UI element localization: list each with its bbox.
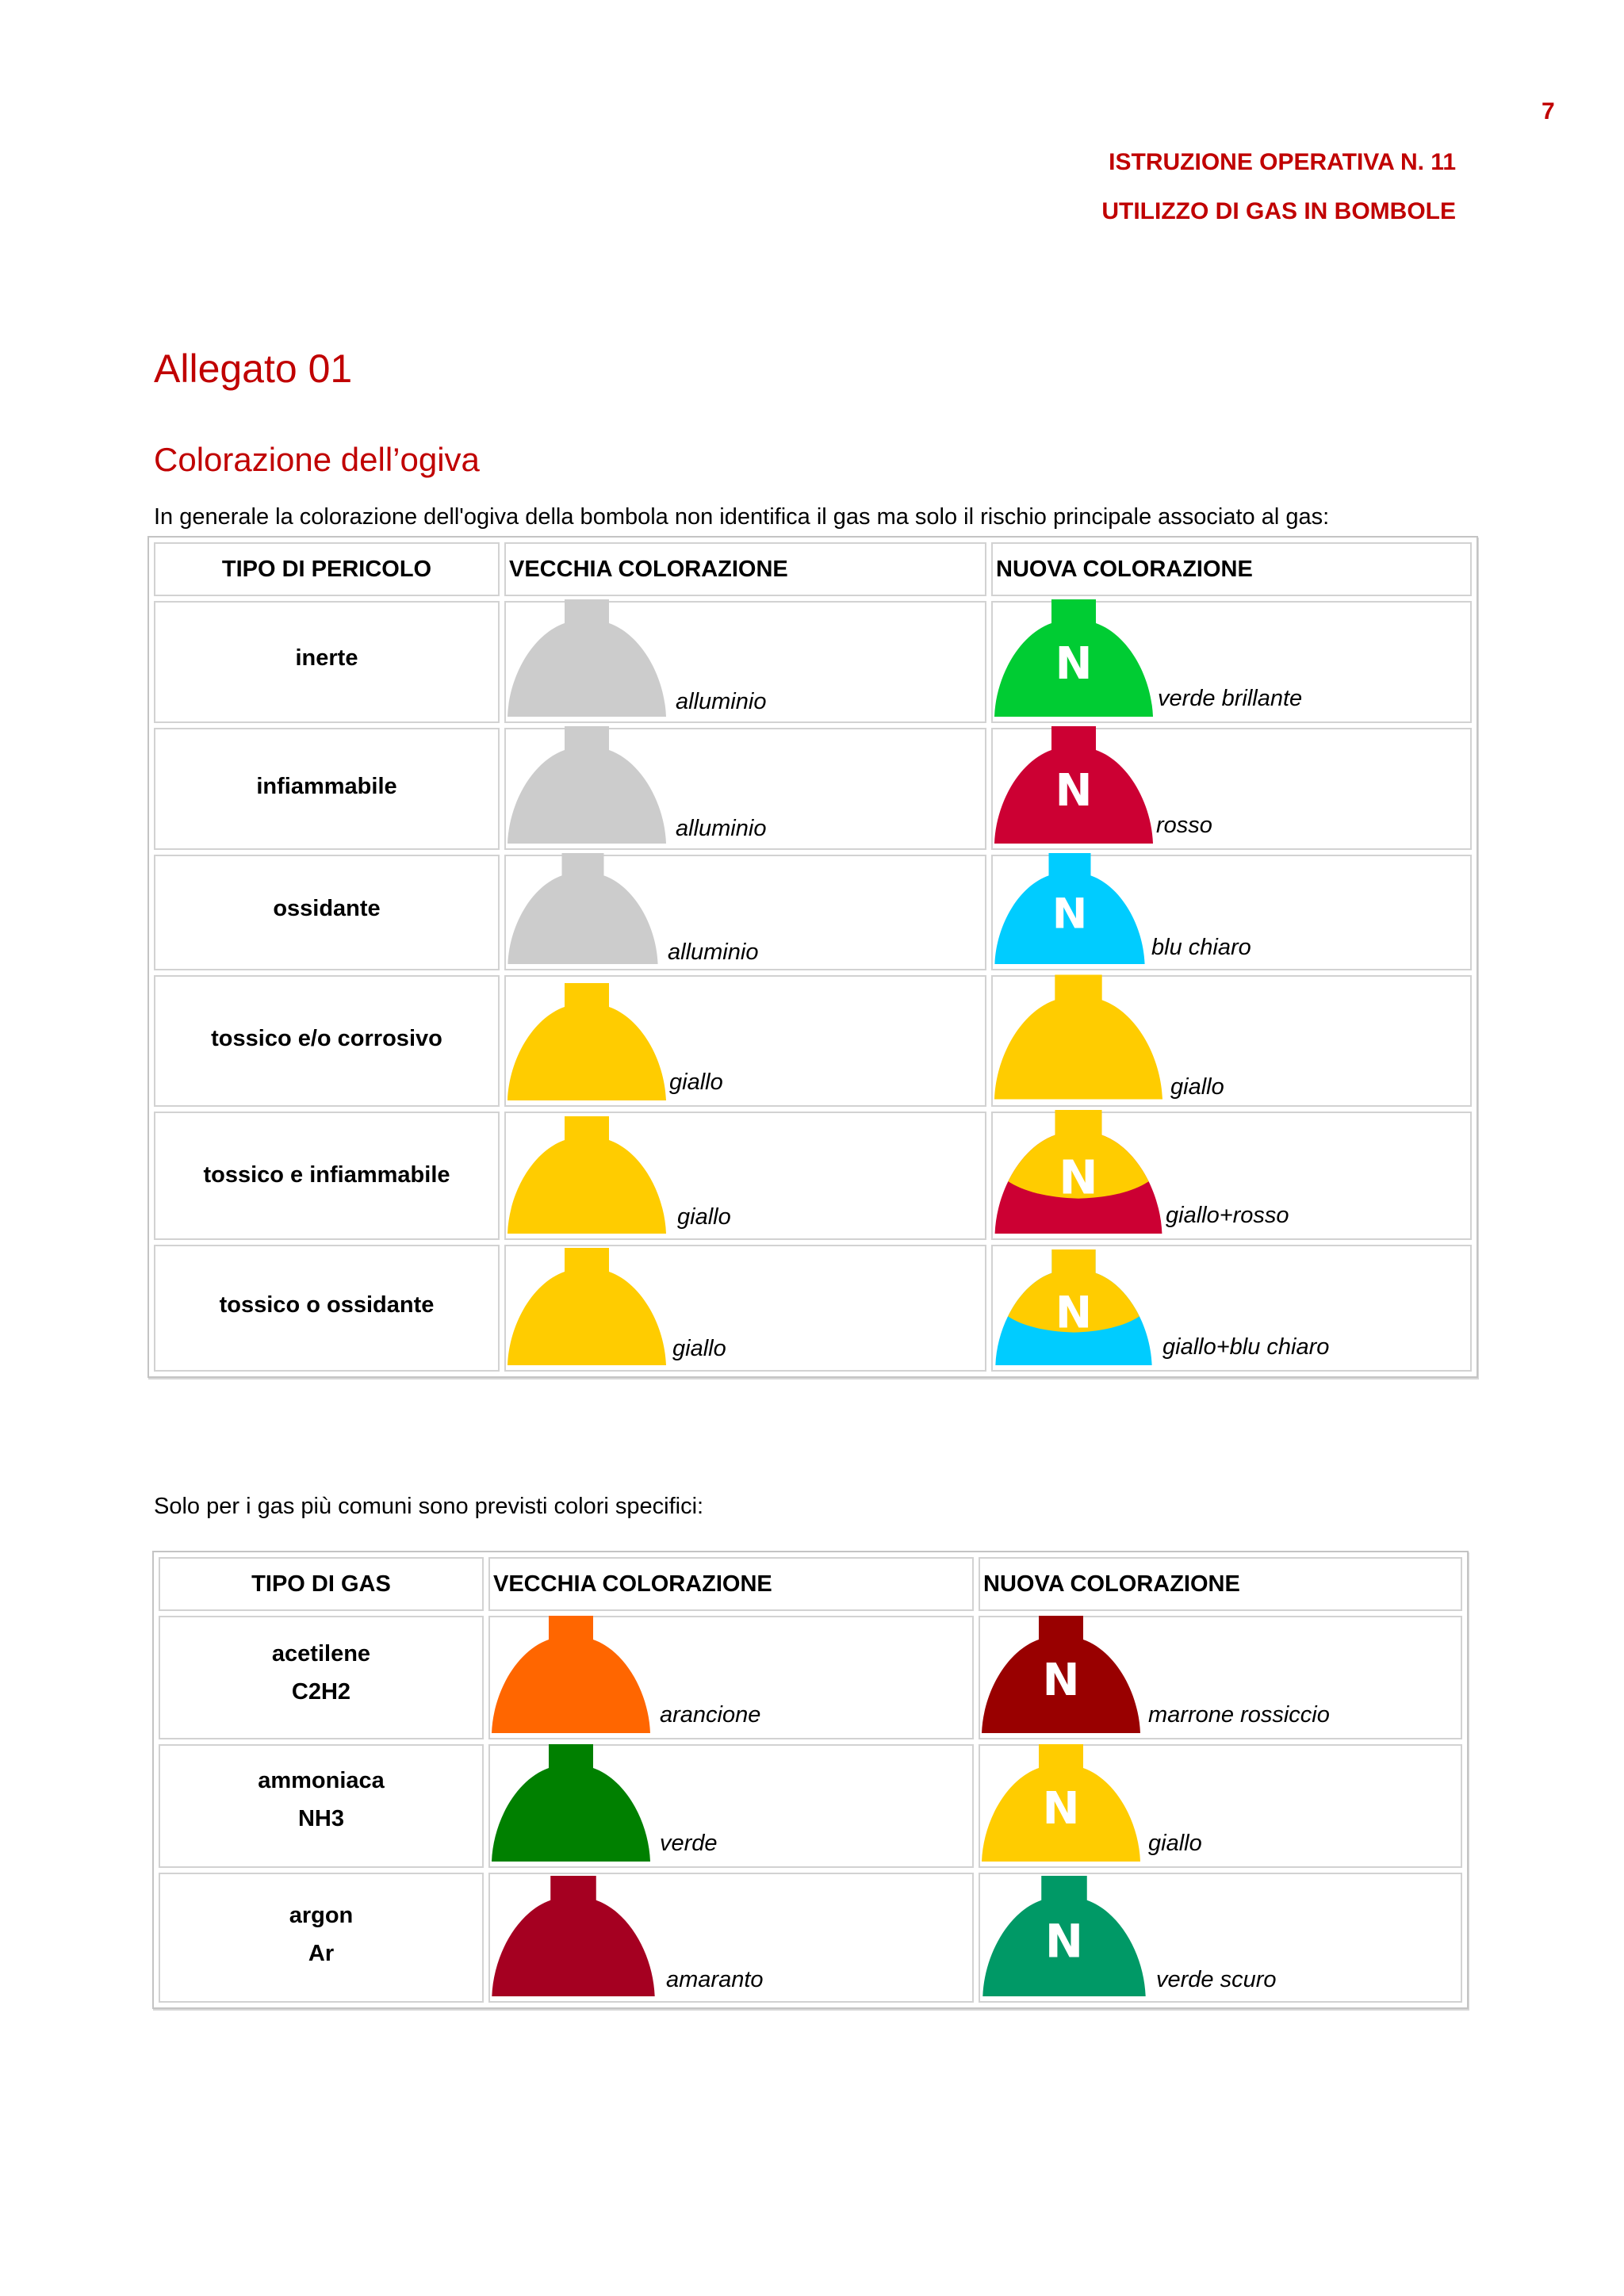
cylinder-shoulder-icon	[982, 1876, 1147, 1996]
table-row	[154, 728, 1472, 850]
cylinder-shoulder-icon	[508, 1248, 666, 1365]
new-color-label: giallo	[1170, 1074, 1224, 1100]
cylinder-letter-n: N	[1055, 765, 1093, 817]
table-row	[154, 855, 1472, 970]
header-document-title: UTILIZZO DI GAS IN BOMBOLE	[1101, 198, 1456, 224]
intro-paragraph: In generale la colorazione dell'ogiva della bombola non identifica il gas ma solo il rischio principale associato al gas:	[154, 504, 1330, 530]
old-color-label: giallo	[669, 1070, 723, 1095]
gas-type	[159, 1744, 484, 1868]
cylinder-shoulder-icon	[508, 853, 658, 964]
table-row	[154, 601, 1472, 723]
cylinder-shoulder-icon	[508, 726, 666, 844]
cylinder-shoulder-icon	[994, 853, 1145, 964]
intro2-paragraph: Solo per i gas più comuni sono previsti colori specifici:	[154, 1494, 704, 1519]
new-color-label: giallo	[1148, 1831, 1202, 1856]
new-color-label: marrone rossiccio	[1148, 1702, 1330, 1728]
cylinder-letter-n: N	[1059, 1150, 1098, 1205]
cylinder-shoulder-icon	[508, 599, 666, 717]
old-color-label: giallo	[672, 1336, 726, 1361]
table-row	[159, 1873, 1462, 2003]
table-row	[154, 1245, 1472, 1372]
cylinder-shoulder-icon	[994, 974, 1162, 1100]
hazard-type: ossidante	[154, 855, 500, 970]
table-row	[154, 1112, 1472, 1240]
table-row	[159, 1744, 1462, 1868]
new-color-cell	[991, 1112, 1472, 1240]
header-new-color: NUOVA COLORAZIONE	[991, 542, 1472, 596]
gas-type	[159, 1873, 484, 2003]
old-color-cell	[504, 1112, 986, 1240]
new-color-cell	[979, 1616, 1462, 1739]
new-color-cell	[991, 855, 1472, 970]
table-header-row	[154, 542, 1472, 596]
table-header-row	[159, 1557, 1462, 1611]
old-color-cell	[488, 1744, 974, 1868]
new-color-label: giallo+rosso	[1166, 1203, 1289, 1228]
page-number: 7	[1542, 98, 1555, 124]
gas-formula: NH3	[297, 1806, 344, 1831]
cylinder-shoulder-icon	[492, 1876, 655, 1996]
cylinder-letter-n: N	[1042, 1655, 1080, 1706]
old-color-label: amaranto	[666, 1967, 764, 1992]
hazard-color-table	[147, 536, 1478, 1378]
header-hazard-type: TIPO DI PERICOLO	[154, 542, 500, 596]
old-color-cell	[504, 1245, 986, 1372]
old-color-cell	[504, 975, 986, 1107]
gas-name: argon	[289, 1903, 354, 1928]
cylinder-letter-n: N	[1055, 1288, 1093, 1339]
table-row	[154, 975, 1472, 1107]
old-color-label: arancione	[660, 1702, 761, 1728]
old-color-label: alluminio	[676, 816, 767, 841]
hazard-type: tossico e/o corrosivo	[154, 975, 500, 1107]
cylinder-shoulder-icon	[982, 1744, 1140, 1862]
hazard-type: inerte	[154, 601, 500, 723]
cylinder-shoulder-icon	[492, 1616, 650, 1733]
gas-type	[159, 1616, 484, 1739]
cylinder-letter-n: N	[1042, 1783, 1080, 1835]
new-color-cell	[991, 1245, 1472, 1372]
old-color-cell	[504, 601, 986, 723]
hazard-type: tossico e infiammabile	[154, 1112, 500, 1240]
new-color-cell	[979, 1873, 1462, 2003]
cylinder-letter-n: N	[1044, 1915, 1084, 1969]
table-row	[159, 1616, 1462, 1739]
gas-color-table	[152, 1551, 1469, 2009]
section-title: Colorazione dell’ogiva	[154, 441, 480, 478]
header-document-code: ISTRUZIONE OPERATIVA N. 11	[1109, 149, 1456, 175]
new-color-cell	[979, 1744, 1462, 1868]
gas-formula: Ar	[308, 1941, 335, 1966]
hazard-type: tossico o ossidante	[154, 1245, 500, 1372]
new-color-label: verde scuro	[1156, 1967, 1277, 1992]
header-gas-type: TIPO DI GAS	[159, 1557, 484, 1611]
new-color-label: blu chiaro	[1151, 935, 1251, 960]
new-color-label: verde brillante	[1158, 686, 1303, 711]
header-new-color: NUOVA COLORAZIONE	[979, 1557, 1462, 1611]
cylinder-shoulder-icon	[508, 983, 666, 1100]
old-color-label: alluminio	[676, 689, 767, 714]
gas-formula: C2H2	[291, 1679, 351, 1705]
old-color-label: giallo	[677, 1204, 731, 1230]
old-color-cell	[488, 1873, 974, 2003]
old-color-cell	[504, 855, 986, 970]
gas-name: acetilene	[271, 1641, 371, 1667]
cylinder-shoulder-icon	[492, 1744, 650, 1862]
hazard-type: infiammabile	[154, 728, 500, 850]
cylinder-letter-n: N	[1055, 638, 1093, 690]
cylinder-letter-n: N	[1051, 890, 1088, 939]
old-color-label: verde	[660, 1831, 718, 1856]
cylinder-shoulder-icon	[508, 1116, 666, 1234]
page-title: Allegato 01	[154, 346, 353, 391]
old-color-label: alluminio	[668, 939, 759, 965]
new-color-label: giallo+blu chiaro	[1162, 1334, 1330, 1360]
cylinder-shoulder-icon	[994, 1249, 1153, 1365]
new-color-label: rosso	[1156, 813, 1212, 838]
new-color-cell	[991, 975, 1472, 1107]
old-color-cell	[504, 728, 986, 850]
cylinder-shoulder-icon	[994, 599, 1153, 717]
new-color-cell	[991, 601, 1472, 723]
header-old-color: VECCHIA COLORAZIONE	[488, 1557, 974, 1611]
old-color-cell	[488, 1616, 974, 1739]
cylinder-shoulder-icon	[982, 1616, 1140, 1733]
header-old-color: VECCHIA COLORAZIONE	[504, 542, 986, 596]
new-color-cell	[991, 728, 1472, 850]
cylinder-shoulder-icon	[994, 726, 1153, 844]
cylinder-shoulder-icon	[994, 1110, 1162, 1234]
gas-name: ammoniaca	[258, 1768, 385, 1793]
